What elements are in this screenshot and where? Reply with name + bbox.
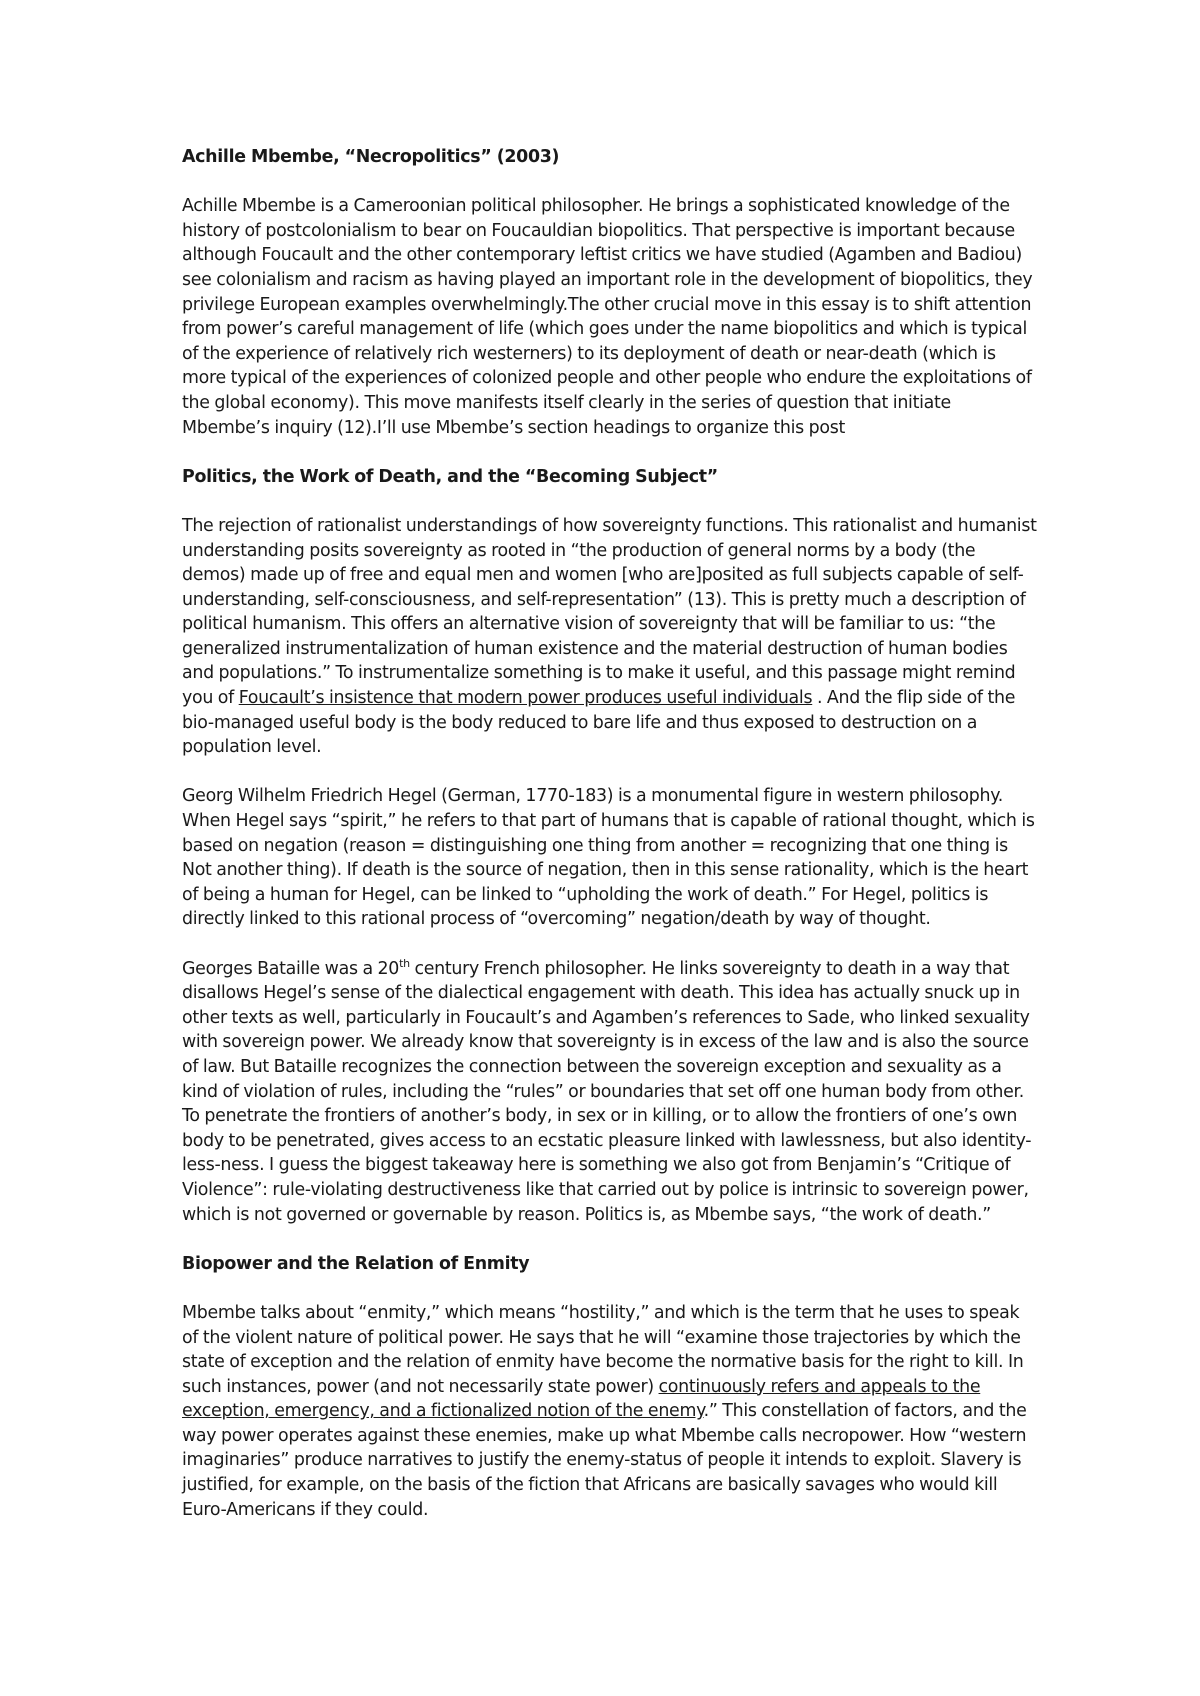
spacer — [182, 1276, 1038, 1301]
document-body — [182, 145, 1038, 1522]
spacer — [182, 1227, 1038, 1252]
hegel-paragraph: Georg Wilhelm Friedrich Hegel (German, 1770-183) is a monumental figure in western philosophy. When Hegel says “spirit,” he refers to that part of humans that is capable of rational thought, which is based on negation (reason = distinguishing one thing from another = recognizing that one thing is Not another thing). If death is the source of negation, then in this sense rationality, which is the heart of being a human for Hegel, can be linked to “upholding the work of death.” For Hegel, politics is directly linked to this rational process of “overcoming” negation/death by way of thought. — [182, 786, 1035, 930]
foucault-link[interactable]: Foucault’s insistence that modern power produces useful individuals — [238, 688, 813, 709]
paragraph-text: Mbembe talks about “enmity,” which means “hostility,” and which is the term that he uses to speak of the violent nature of political power. He says that he will “examine those trajectories by which the state of exception and the relation of enmity have become the normative basis for the right to kill. In such instances, power (and not necessarily state power) — [182, 1302, 1024, 1397]
exception-link[interactable]: continuously refers and appeals to the exception, emergency, and a fictionalized notion of the enemy — [182, 1376, 981, 1422]
paragraph-text: . And the flip side of the bio-managed useful body is the body reduced to bare life and thus exposed to destruction on a population level. — [182, 688, 1016, 758]
spacer — [182, 440, 1038, 465]
spacer — [182, 760, 1038, 785]
sovereignty-paragraph — [182, 514, 1038, 760]
paragraph-text: Georges Bataille was a 20 — [182, 958, 400, 979]
enmity-paragraph — [182, 1301, 1038, 1522]
section-heading-politics: Politics, the Work of Death, and the “Becoming Subject” — [182, 466, 718, 487]
section-heading-biopower: Biopower and the Relation of Enmity — [182, 1253, 530, 1274]
spacer — [182, 489, 1038, 514]
superscript: th — [399, 956, 410, 970]
paragraph-text: century French philosopher. He links sovereignty to death in a way that disallows Hegel’s sense of the dialectical engagement with death. This idea has actually snuck up in other texts as well, particularly in Foucault’s and Agamben’s references to Sade, who linked sexuality with sovereign power. We already know that sovereignty is in excess of the law and is also the source of law. But Bataille recognizes the connection between the sovereign exception and sexuality as a kind of violation of rules, including the “rules” or boundaries that set off one human body from other. To penetrate the frontiers of another’s body, in sex or in killing, or to allow the frontiers of one’s own body to be penetrated, gives access to an ecstatic pleasure linked with lawlessness, but also identity-less-ness. I guess the biggest takeaway here is something we also got from Benjamin’s “Critique of Violence”: rule-violating destructiveness like that carried out by police is intrinsic to sovereign power, which is not governed or governable by reason. Politics is, as Mbembe says, “the work of death.” — [182, 958, 1032, 1225]
intro-paragraph: Achille Mbembe is a Cameroonian political philosopher. He brings a sophisticated knowledge of the history of postcolonialism to bear on Foucauldian biopolitics. That perspective is important because although Foucault and the other contemporary leftist critics we have studied (Agamben and Badiou) see colonialism and racism as having played an important role in the development of biopolitics, they privilege European examples overwhelmingly.The other crucial move in this essay is to shift attention from power’s careful management of life (which goes under the name biopolitics and which is typical of the experience of relatively rich westerners) to its deployment of death or near-death (which is more typical of the experiences of colonized people and other people who endure the exploitations of the global economy). This move manifests itself clearly in the series of question that initiate Mbembe’s inquiry (12).I’ll use Mbembe’s section headings to organize this post — [182, 196, 1033, 438]
spacer — [182, 170, 1038, 195]
paragraph-text: .” This constellation of factors, and the way power operates against these enemies, make up what Mbembe calls necropower. How “western imaginaries” produce narratives to justify the enemy-status of people it intends to exploit. Slavery is justified, for example, on the basis of the fiction that Africans are basically savages who would kill Euro-Americans if they could. — [182, 1401, 1027, 1520]
spacer — [182, 932, 1038, 957]
document-title: Achille Mbembe, “Necropolitics” (2003) — [182, 147, 560, 167]
paragraph-text: The rejection of rationalist understandings of how sovereignty functions. This rationalist and humanist understanding posits sovereignty as rooted in “the production of general norms by a body (the demos) made up of free and equal men and women [who are]posited as full subjects capable of self-understanding, self-consciousness, and self-representation” (13). This is pretty much a description of political humanism. This offers an alternative vision of sovereignty that will be familiar to us: “the generalized instrumentalization of human existence and the material destruction of human bodies and populations.” To instrumentalize something is to make it useful, and this passage might remind you of — [182, 515, 1037, 709]
bataille-paragraph — [182, 957, 1038, 1228]
